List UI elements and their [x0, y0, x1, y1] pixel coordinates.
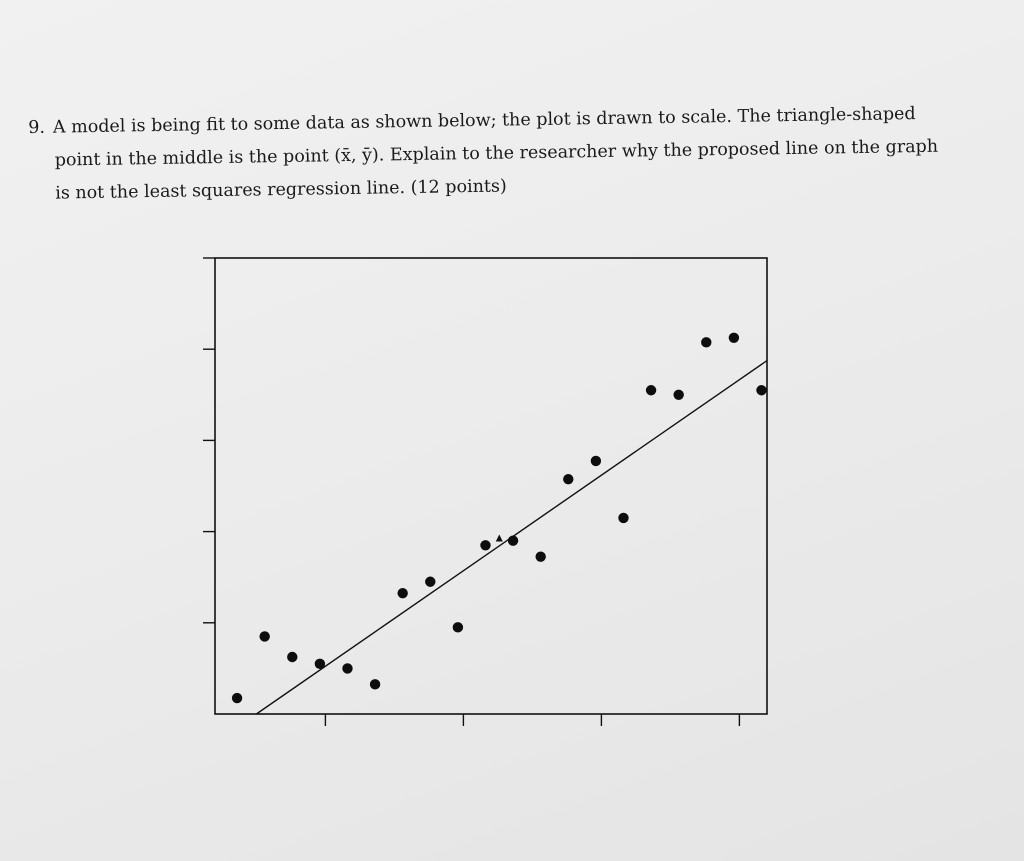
data-point-8 — [425, 577, 435, 587]
question-number: 9. — [28, 117, 46, 138]
data-point-4 — [315, 659, 325, 669]
data-point-15 — [618, 513, 628, 523]
data-point-17 — [673, 390, 683, 400]
question-line-2: point in the middle is the point (x̄, ȳ). Explain to the researcher why the proposed line on the graph — [54, 136, 939, 171]
mean-point-triangle — [496, 534, 503, 541]
data-point-13 — [563, 474, 573, 484]
data-point-5 — [342, 663, 352, 673]
data-point-19 — [729, 333, 739, 343]
data-point-2 — [259, 631, 269, 641]
data-point-1 — [232, 693, 242, 703]
data-point-7 — [397, 588, 407, 598]
question-line-3: is not the least squares regression line. (12 points) — [55, 176, 507, 204]
data-point-6 — [370, 679, 380, 689]
question-line-1-text: A model is being fit to some data as shown below; the plot is drawn to scale. The triangle-shaped — [52, 104, 916, 138]
plot-frame — [215, 258, 767, 714]
data-point-10 — [480, 540, 490, 550]
axis-ticks — [203, 258, 739, 726]
data-point-9 — [453, 622, 463, 632]
data-points — [232, 333, 767, 704]
data-point-14 — [591, 456, 601, 466]
data-point-12 — [535, 551, 545, 561]
data-point-20 — [756, 385, 766, 395]
data-point-3 — [287, 652, 297, 662]
data-point-18 — [701, 337, 711, 347]
data-point-11 — [508, 536, 518, 546]
data-point-16 — [646, 385, 656, 395]
